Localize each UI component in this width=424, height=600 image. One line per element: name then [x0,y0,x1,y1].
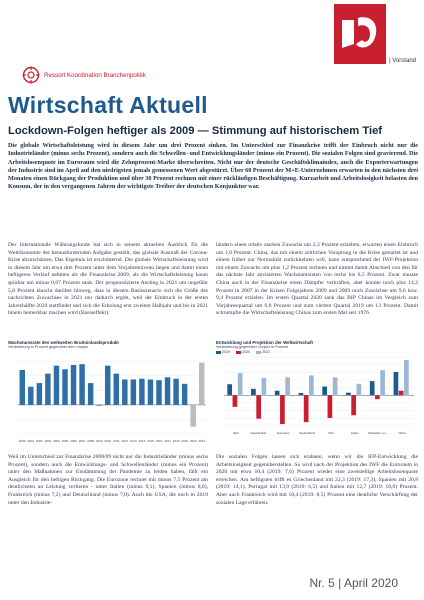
tick-label: 2021 [198,439,206,443]
bar-2019 [299,393,304,395]
bar-2021 [404,360,409,395]
chart-right-title: Entwicklung und Projektion der Weltwirtschaft [216,340,314,345]
tick-label: 2014 [138,439,146,443]
category-label: Schwellen- un… [368,431,389,435]
bar-2006 [71,365,76,405]
bar-2021 [357,384,362,396]
legend-label: 2021 [262,350,270,354]
bar-2021 [238,373,243,395]
category-label: USA [327,431,334,435]
bar-2020 [375,395,380,399]
tick-label: 2016 [155,439,163,443]
bar-2003 [45,374,50,405]
legend-swatch [236,351,241,354]
legend-label: 2019 [222,350,230,354]
body-column-3 [8,454,208,507]
bar-2010 [105,366,110,405]
tick-label: 2003 [44,439,52,443]
body-column-4 [216,454,418,507]
chart-left-plot [8,350,210,444]
tick-label: 2013 [130,439,137,443]
category-label: Welt [233,431,239,435]
tick-label: 2020 [189,439,197,443]
bar-2021 [285,377,290,395]
tick-label: 2019 [181,439,188,443]
bar-2004 [54,366,59,405]
body-text-1: Der Internationale Währungsfonds hat sich in seinem aktuellen Ausblick für die Weltökonomie der herausfordernden Aufgabe gestellt, das globale Ausmaß der Corona-Krise abzuschätzen. Das Ergebnis ist erschütternd. Die globale Wirtschaftsleistung wird in diesem Jahr um etwa drei Prozent unter dem Vorjahresniveau liegen und damit einen heftigeren Verlauf nehmen als die Finanzkrise 2009, als die Wirtschaftsleistung kaum spürbar um minus 0,07 Prozent sank. Der prognostizierte Anstieg in 2021 um ungefähr 5,8 Prozent täuscht darüber hinweg, dass in diesem Basisszenario sich die Größe des nachrichten Zuwachses in 2021 nur dadurch ergibt, weil der Einbruch in der ersten Jahreshälfte 2020 stattfindet und sich die Erholung erst zweiten Halbjahr und bis in 2021 hinein bemerkbar machen wird (Basiseffekt). [8,242,208,317]
legend-item-2021 [256,350,270,354]
bar-2020 [328,395,333,418]
tick-label: 2007 [78,439,86,443]
bar-2020 [399,391,404,396]
legend-item-2019 [216,350,230,354]
bar-2014 [139,379,144,405]
chart-left-title: Wachstumsrate des weltweiten Bruttoinlandsprodukt [8,340,119,345]
bar-2019 [370,381,375,395]
chart-global-gdp [8,340,210,448]
legend-label: 2020 [242,350,250,354]
tick-label: 2002 [36,439,43,443]
bar-2000 [20,370,25,405]
bar-2020 [256,395,261,418]
bar-2009 [96,405,101,406]
bar-2011 [114,374,119,405]
bar-2005 [62,369,67,405]
tick-label: 2010 [104,439,112,443]
tick-label: 2012 [121,439,129,443]
chart-right-plot [216,354,418,438]
bar-2008 [88,383,93,405]
bar-2017 [165,377,170,405]
category-label: Euroraum [277,431,290,435]
bar-2002 [37,383,42,405]
bar-2019 [251,389,256,396]
chart-left-subtitle: Veränderung in Prozent gegenüber dem Vorjahr [8,345,89,349]
chart-world-economy [216,340,418,448]
category-label: Industrieländ… [250,431,270,435]
legend-swatch [256,351,261,354]
bar-2021 [262,378,267,395]
bar-2019 [394,372,399,395]
bar-2019 [322,387,327,396]
bar-2021 [380,370,385,395]
category-label: China [398,431,406,435]
tick-label: 2009 [95,439,103,443]
category-label: Japan [350,431,359,435]
bar-2020 [304,395,309,422]
bar-2007 [79,364,84,405]
tick-label: 2001 [27,439,35,443]
tick-label: 2005 [61,439,69,443]
tick-label: 2018 [172,439,180,443]
body-text-4: Die sozialen Folgen lassen sich erahnen, wenn wir die IFP-Entwicklung die Arbeitslosigkeit gegenüberstellen. So wird nach der Projektion des IWF die Euroraum in 2020 mit etwa 10,4 (2019: 7,6) Prozent wieder eine zweistellige Arbeitslosenquote erreichen. Am heftigsten trifft es Griechenland mit 22,3 (2019: 17,3), Spanien mit 20,8 (2019: 14,1), Portugal mit 13,9 (2019: 6,5) und Italien mit 12,7 (2019: 10,0) Prozent. Aber auch Frankreich wird mit 10,4 (2019: 8,5) Prozent eine deutliche Verschärfung der sozialen Lage erfahren. [216,454,418,506]
cog-globe-icon [22,66,40,84]
vorstand-label: | Vorstand [389,58,416,64]
legend-item-2020 [236,350,250,354]
tick-label: 2006 [70,439,77,443]
bar-2020 [233,395,238,407]
body-column-1 [8,242,208,318]
bar-2018 [173,379,178,405]
body-text-2: ländern einen relativ starken Zuwachs um 2,3 Prozent erzielten, erwarten einen Einbruch um 1,0 Prozent. China, das mit einem zeitlichen Vorsprung in die Krise gestartet ist und einem früher zur Normalität zurückkehren will, kann entsprechend der IWF-Projektion mit einem Zuwachs um plus 1,2 Prozent rechnen und nimmt damit Abschied von den für das nächste Jahr anvisierten Wachstumsraten von rechs bis 6,5 Prozent. Zwar musste China auch in der Finanzkrise einen Dämpfer verkraften, aber konnte noch plus 14,2 Prozent in 2007 in der Krisen Folgejahren 2009 und 2009 noch Zuwächse um 9,6 bzw. 9,4 Prozent erzielen. Im ersten Quartal 2020 sank das BIP Chinas im Vergleich zum Vorjahresquartal um 6,8 Prozent und zum vierten Quartal 2019 um 13 Prozent. Damit schrumpfte die Wirtschaftsleistung Chinas zum ersten Mal seit 1976. [216,242,418,317]
bar-2019 [346,393,351,396]
bar-2021 [199,363,204,405]
tick-label: 2000 [18,439,26,443]
issue-footer: Nr. 5 | April 2020 [309,576,398,590]
igmetall-logo [334,4,386,64]
bar-2019 [275,391,280,396]
bar-2019 [182,384,187,405]
bar-2012 [122,379,127,404]
bar-2001 [28,387,33,405]
bar-2020 [280,395,285,424]
tick-label: 2004 [53,439,60,443]
body-text-3: Weil im Unterschied zur Finanzkrise 2008/09 nicht nur die Industrieländer (minus sechs Prozent), sondern auch die Entwicklungs- und Schwellenländer (minus ein Prozent) unter den Maßnahmen zur Eindämmung der Pandemie zu leiden haben, fällt ein Ausgleich für den heftigen Rückgang. Die Eurozone rechnet mit minus 7,5 Prozent am deutlichsten an Leistung verlieren - unter Italien (minus 9,1), Spanien (minus 8,0), Frankreich (minus 7,2) und Deutschland (minus 7,0). Auch die USA, die noch in 2019 unter den Industrie- [8,454,208,506]
bar-2016 [156,380,161,405]
tick-label: 2011 [113,439,120,443]
category-label: Deutschland [299,431,315,435]
tick-label: 2008 [87,439,94,443]
bar-2021 [333,377,338,395]
bar-2019 [227,384,232,395]
bar-2013 [131,379,136,404]
bar-2021 [309,375,314,395]
department-line [22,66,146,84]
legend-swatch [216,351,221,354]
department-name: Ressort Koordination Branchenpolitik [44,71,146,79]
tick-label: 2015 [147,439,154,443]
lead-paragraph: Die globale Wirtschaftsleistung wird in diesem Jahr um drei Prozent sinken. Im Unterschied zur Finanzkrise trifft der Einbruch nicht nur die Industrieländer (minus sechs Prozent), sondern auch die Schwellen- und Entwicklungsländer (minus ein Prozent). Die sozialen Folgen sind gravierend. Die Arbeitslosenquote im Euroraum wird die Zehnprozent-Marke überschreiten. Nicht nur der deutsche Geschäftsklimaindex, auch die Exporterwartungen der Industrie sind im April auf den niedrigsten jemals gemessenen Wert abgestürzt. Über 60 Prozent der M+E-Unternehmen erwarten in den nächsten drei Monaten einen Rückgang der Produktion und über 30 Prozent rechnen mit einer rückläufigen Beschäftigung. Kurzarbeit und Arbeitslosigkeit belasten den Konsum, der in den vergangenen Jahren der wichtigste Treiber der deutschen Konjunktur war. [8,142,418,191]
tick-label: 2017 [164,439,171,443]
bar-2015 [148,379,153,404]
bar-2020 [190,405,195,427]
article-headline: Lockdown-Folgen heftiger als 2009 — Stimmung auf historischem Tief [8,125,383,137]
masthead-title: Wirtschaft Aktuell [8,92,208,118]
body-column-2 [216,242,418,318]
chart-right-subtitle: Veränderung gegenüber Vorjahr in Prozent [216,345,289,349]
bar-2020 [351,395,356,415]
